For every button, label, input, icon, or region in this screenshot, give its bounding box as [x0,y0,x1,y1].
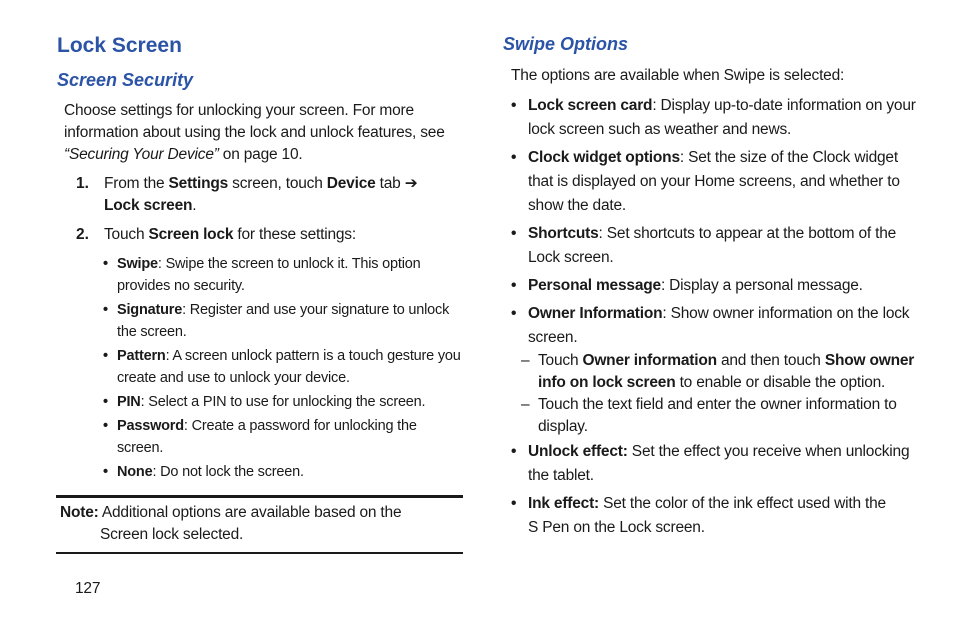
list-item: • Ink effect: Set the color of the ink effect used with the S Pen on the Lock screen. [511,495,886,536]
cross-reference-link[interactable]: “Securing Your Device” [64,146,219,163]
note-box: Note: Additional options are available based on the Screen lock selected. [60,504,402,543]
section-heading-swipe-options: Swipe Options [503,34,629,54]
list-item: • Lock screen card: Display up-to-date information on your lock screen such as weather and news. [511,97,916,138]
swipe-options-list [511,94,921,540]
step-number-2: 2. [76,226,89,243]
list-item: • Owner Information: Show owner information on the lock screen. [511,305,910,346]
intro-paragraph: Choose settings for unlocking your screen. For more information about using the lock and unlock features, see “Securing Your Device” on page 10. [64,102,445,163]
list-item: • None: Do not lock the screen. [103,464,304,480]
list-item: • PIN: Select a PIN to use for unlocking the screen. [103,394,426,410]
sub-list-item: – Touch the text field and enter the owner information to display. [521,396,897,435]
page-number: 127 [75,580,101,597]
page-title: Lock Screen [57,34,182,57]
list-item: • Password: Create a password for unlocking the screen. [103,418,417,456]
note-label: Note: [60,504,99,521]
arrow-right-icon: ➔ [404,175,418,192]
list-item: • Pattern: A screen unlock pattern is a touch gesture you create and use to unlock your device. [103,348,461,386]
swipe-intro: The options are available when Swipe is selected: [511,67,845,84]
step-2-text: Touch Screen lock for these settings: [104,226,356,243]
section-heading-screen-security: Screen Security [57,70,194,90]
step-1-text: From the Settings screen, touch Device tab ➔ Lock screen. [104,175,418,214]
sub-list-item: – Touch Owner information and then touch Show owner info on lock screen to enable or disable the option. [521,352,915,391]
list-item: • Clock widget options: Set the size of the Clock widget that is displayed on your Home screens, and whether to show the date. [511,149,900,214]
note-top-rule [56,495,463,498]
list-item: • Shortcuts: Set shortcuts to appear at the bottom of the Lock screen. [511,225,897,266]
note-bottom-rule [56,552,463,554]
list-item: • Unlock effect: Set the effect you receive when unlocking the tablet. [511,443,910,484]
list-item: • Personal message: Display a personal message. [511,277,863,294]
list-item: • Swipe: Swipe the screen to unlock it. This option provides no security. [103,256,421,294]
list-item: • Signature: Register and use your signature to unlock the screen. [103,302,450,340]
step-number-1: 1. [76,175,89,192]
lock-options-list [103,253,465,483]
